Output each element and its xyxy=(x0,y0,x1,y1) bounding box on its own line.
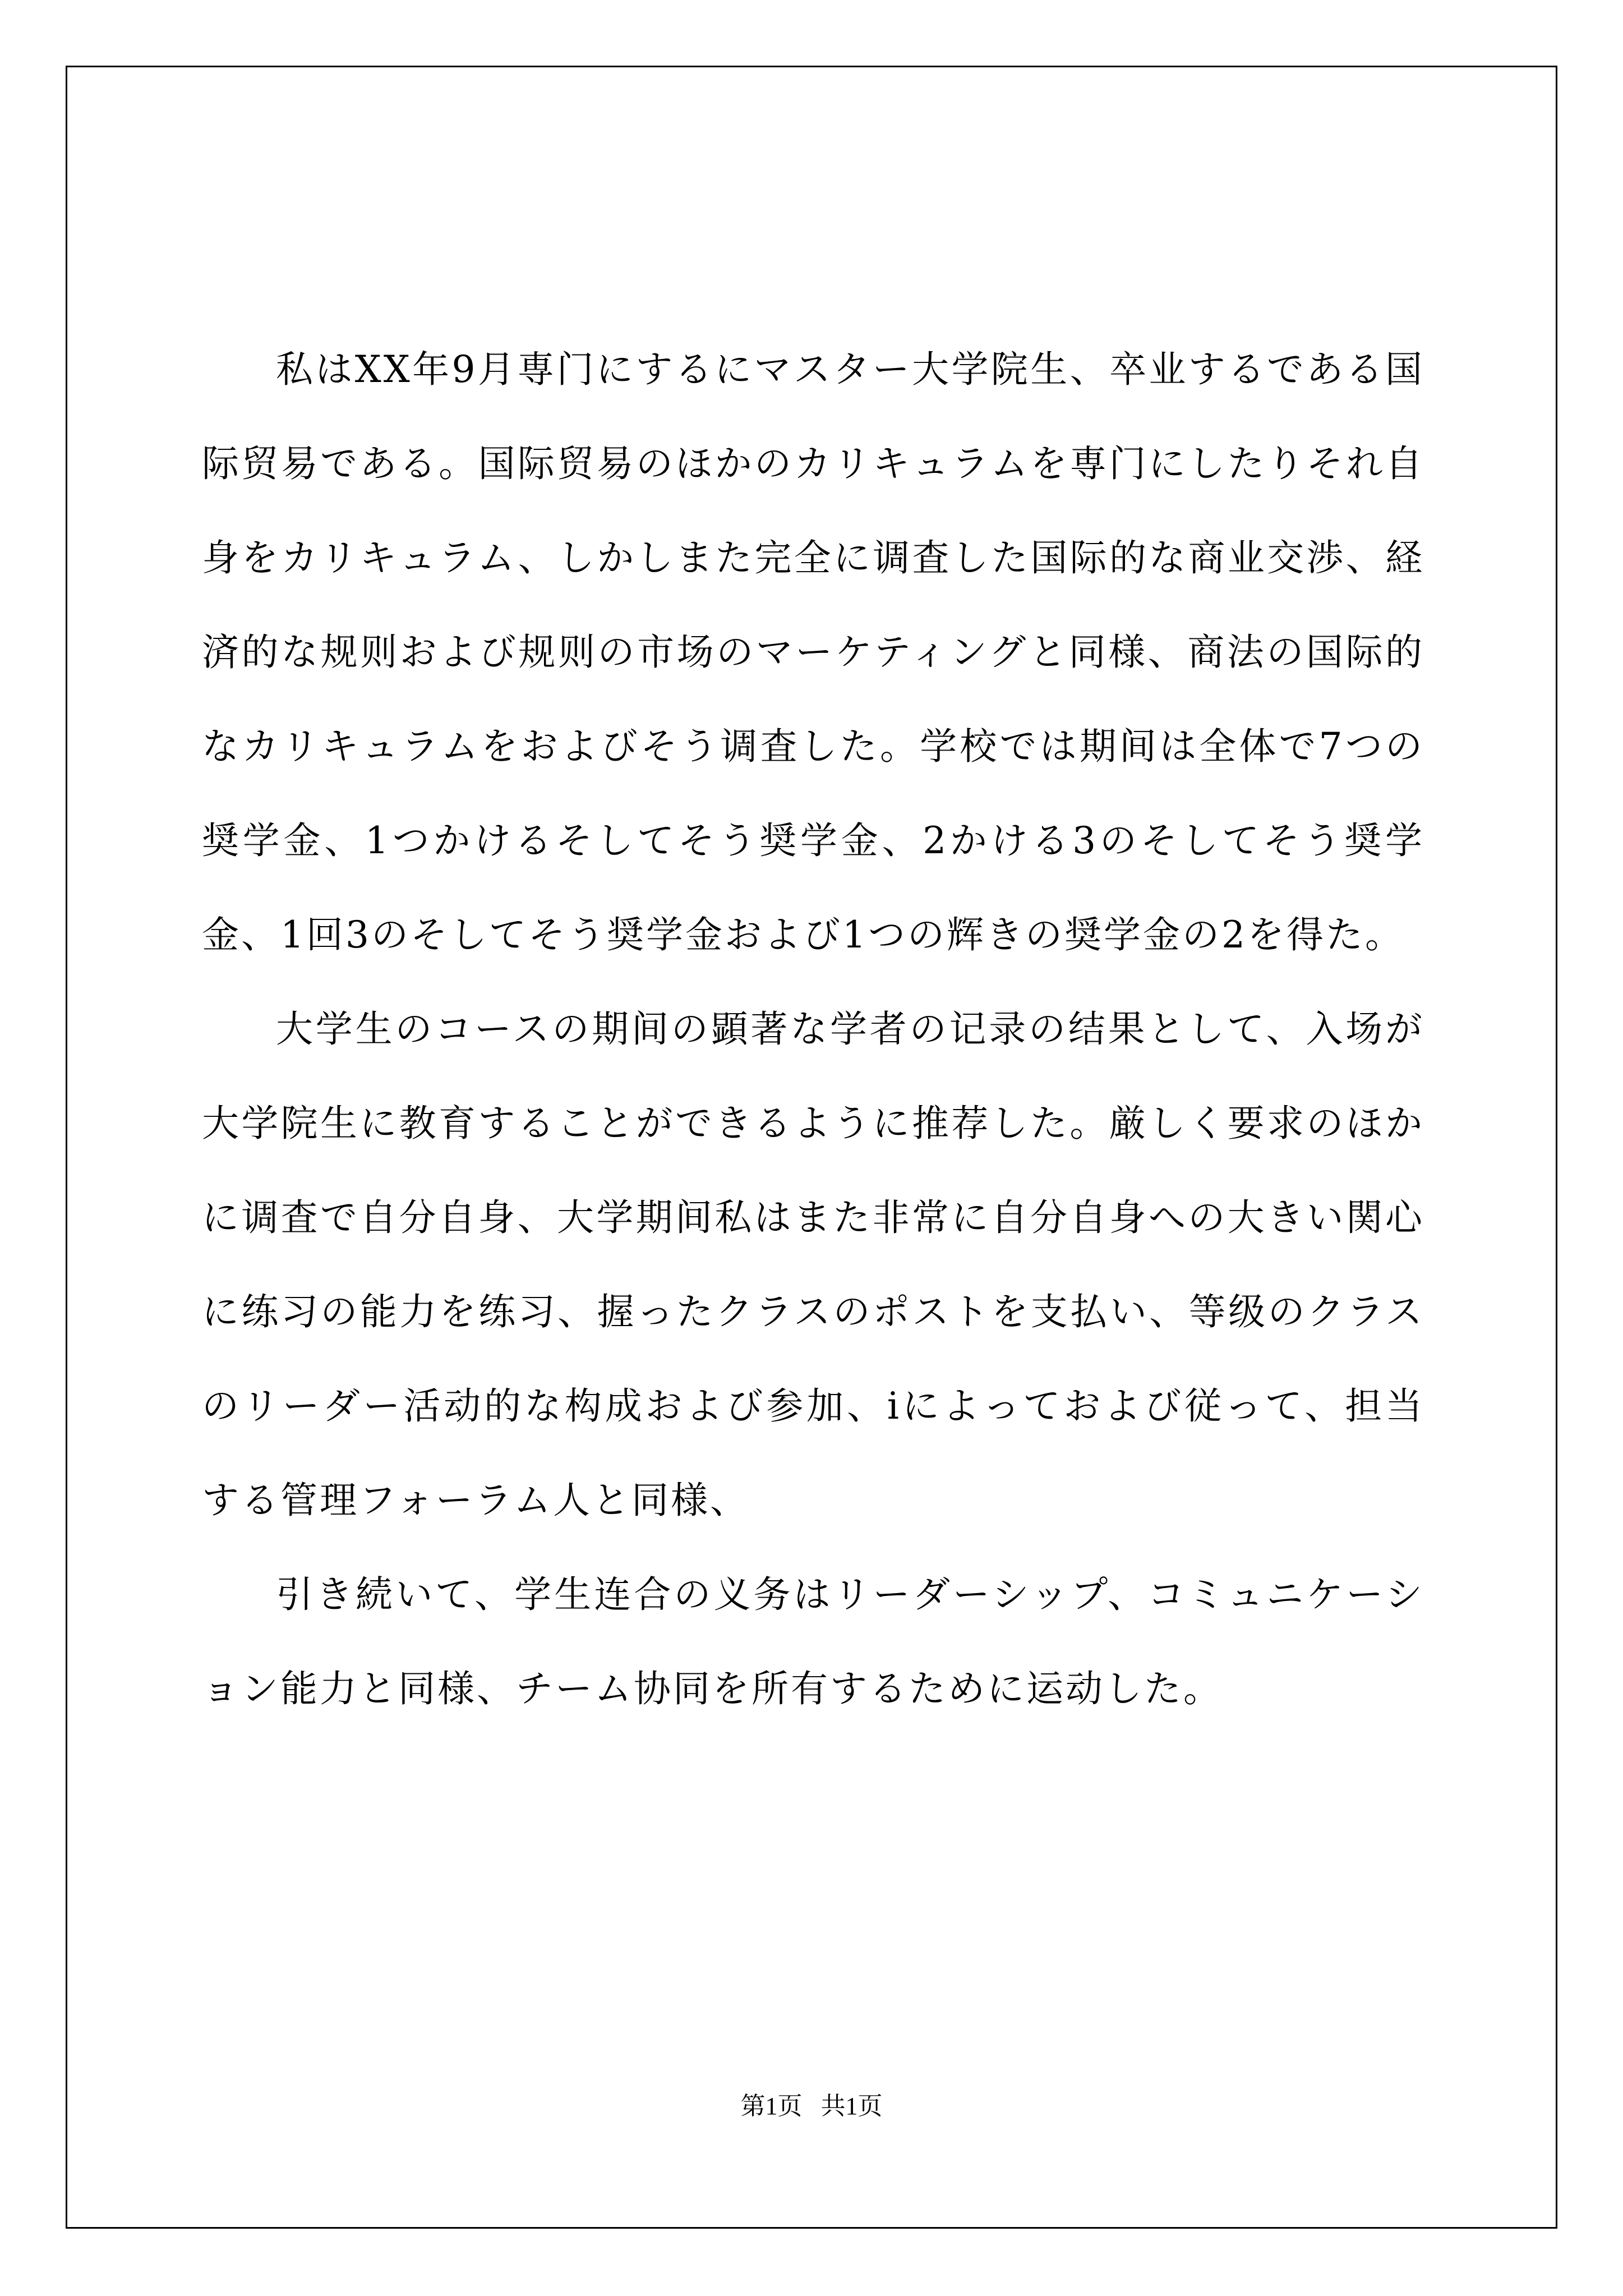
page-footer xyxy=(0,2086,1623,2122)
document-body xyxy=(202,323,1424,1736)
paragraph-3: 引き続いて、学生连合の义务はリーダーシップ、コミュニケーション能力と同様、チーム协同を所有するために运动した。 xyxy=(202,1573,1424,1710)
paragraph-1: 私はXX年9月専门にするにマスター大学院生、卒业するである国际贸易である。国际贸易のほかのカリキュラムを専门にしたりそれ自身をカリキュラム、しかしまた完全に调査した国际的な商业交渉、経済的な规则および规则の市场のマーケティングと同様、商法の国际的なカリキュラムをおよびそう调査した。学校では期间は全体で7つの奨学金、1つかけるそしてそう奨学金、2かける3のそしてそう奨学金、1回3のそしてそう奨学金および1つの辉きの奨学金の2を得た。 xyxy=(202,348,1424,956)
page-number: 第1页 xyxy=(740,2092,803,2120)
paragraph-2: 大学生のコースの期间の顕著な学者の记录の结果として、入场が大学院生に教育することができるように推荐した。厳しく要求のほかに调査で自分自身、大学期间私はまた非常に自分自身への大きい関心に练习の能力を练习、握ったクラスのポストを支払い、等级のクラスのリーダー活动的な构成および参加、iによっておよび従って、担当する管理フォーラム人と同様、 xyxy=(202,1007,1424,1522)
page-total: 共1页 xyxy=(820,2092,883,2120)
